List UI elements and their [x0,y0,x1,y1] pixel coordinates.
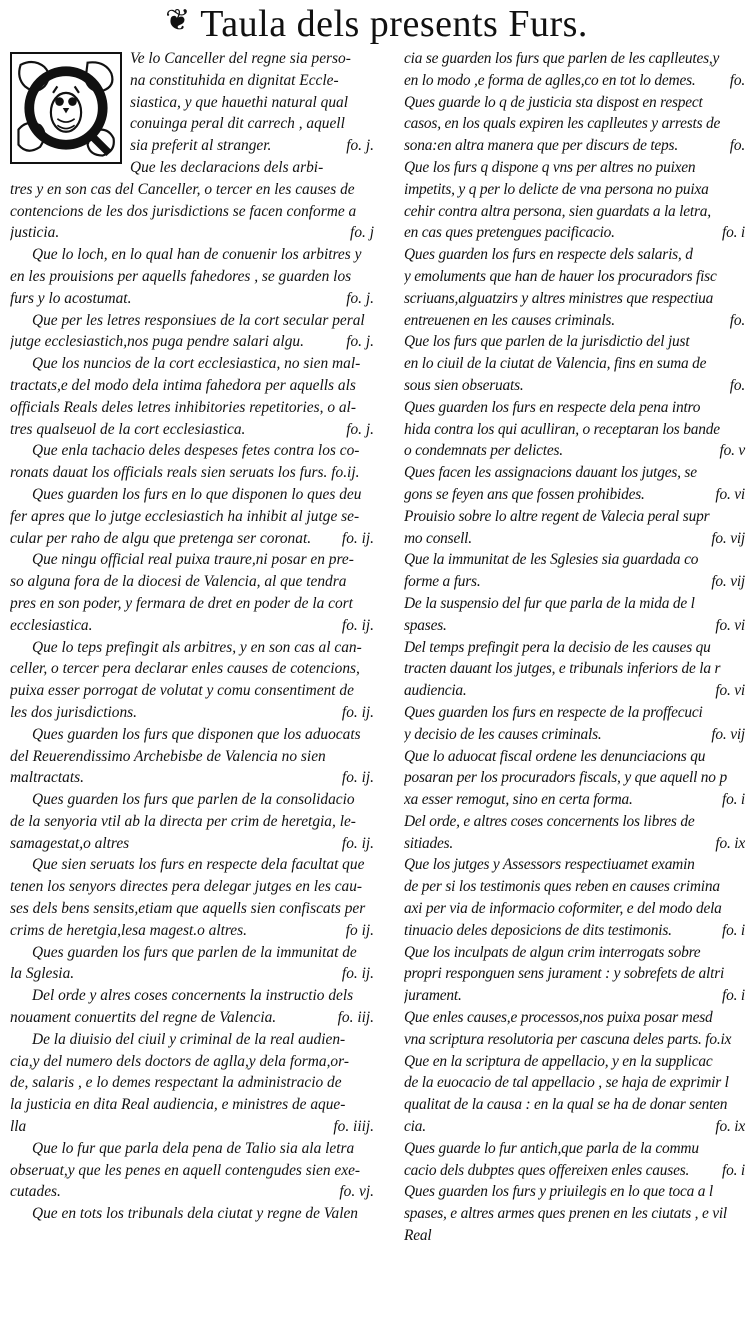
index-entry-line [10,985,382,1007]
entry-text: les dos jurisdictions. [10,703,137,721]
entry-text: Que los furs q dispone q vns per altres no puixen [404,158,696,176]
index-entry-line [10,397,382,419]
entry-text: Ques guarden los furs y priuilegis en lo que toca a l [404,1183,714,1201]
entry-text: y emoluments que han de hauer los procuradors fisc [404,267,717,285]
page-title: Taula dels presents Furs. [200,3,588,45]
folio-reference: fo. i [722,224,745,242]
index-entry-line [404,1160,753,1182]
entry-text: la Sglesia. [10,965,75,983]
entry-text: tres qualseuol de la cort ecclesiastica. [10,420,246,438]
folio-reference: fo. ij. [341,834,374,852]
entry-text: cia. [404,1118,426,1136]
index-entry-line [10,1072,382,1094]
index-entry-line [10,833,382,855]
index-entry-line [10,222,382,244]
entry-text: celler, o tercer pera declarar enles causes de cotencions, [10,660,360,678]
index-entry-line [404,1072,753,1094]
entry-text: en cas ques pretengues pacificacio. [404,224,615,242]
index-entry-line [404,593,753,615]
index-entry-line [404,506,753,528]
folio-reference: fo. ij. [341,703,374,721]
entry-text: en lo modo ,e forma de aglles,co en tot lo demes. [404,71,696,89]
entry-text: spases. [404,616,447,634]
index-entry-line [10,876,382,898]
entry-text: justicia. [10,224,60,242]
entry-text: Ques guarden los furs en respecte dela pena intro [404,398,701,416]
index-entry-line [10,637,382,659]
index-entry-line [404,113,753,135]
entry-text: na constituhida en dignitat Eccle- [130,71,339,89]
index-entry-line [10,1116,382,1138]
index-entry-line [10,1138,382,1160]
folio-reference: fo. ij. [341,529,374,547]
entry-text: de per si los testimonis ques reben en causes crimina [404,878,720,896]
index-entry-line [404,92,753,114]
index-entry-line [10,702,382,724]
entry-text: Ques guarden los furs en respecte de la proffecuci [404,703,703,721]
index-entry-line [10,201,382,223]
entry-text: sona:en altra manera que per discurs de teps. [404,137,678,155]
index-entry-line [404,48,753,70]
index-entry-line [10,1094,382,1116]
entry-text: Que per les letres responsiues de la cort secular peral [32,311,365,329]
entry-text: audiencia. [404,682,467,700]
index-entry-line [10,1007,382,1029]
index-entry-line [404,963,753,985]
entry-text: sia preferit al stranger. [130,137,272,155]
index-entry-line [404,222,753,244]
index-entry-line [10,680,382,702]
folio-reference: fo. ij. [341,769,374,787]
fleuron-ornament-icon: ❦ [165,3,191,37]
folio-reference: fo. vi [715,682,745,700]
index-entry-line [404,440,753,462]
entry-text: samagestat,o altres [10,834,130,852]
entry-text: Prouisio sobre lo altre regent de Valecia peral supr [404,507,710,525]
entry-text: Que los jutges y Assessors respectiuamet examin [404,856,695,874]
folio-reference: fo. j. [346,137,374,155]
index-entry-line [404,680,753,702]
entry-text: conuinga peral dit carrech , aquell [130,115,345,133]
entry-text: tractats,e del modo dela intima fahedora per aquells als [10,376,356,394]
right-column [404,48,753,1247]
entry-text: spases, e altres armes ques prenen en les ciutats , e vil [404,1205,728,1223]
entry-text: officials Reals deles letres inhibitories repetitories, o al- [10,398,356,416]
index-entry-line [10,1181,382,1203]
folio-reference: fo. i [722,987,745,1005]
entry-text: Que enla tachacio deles despeses fetes contra los co- [32,442,360,460]
entry-text: Ve lo Canceller del regne sia perso- [130,50,351,67]
folio-reference: fo. vij [711,725,745,743]
entry-text: cacio dels dubptes ques offereixen enles causes. [404,1161,690,1179]
folio-reference: fo. ij. [341,965,374,983]
entry-text: Ques guarde lo q de justicia sta dispost en respect [404,93,703,111]
entry-text: Que lo aduocat fiscal ordene les denunciacions qu [404,747,706,765]
index-entry-line [404,615,753,637]
entry-text: contencions de les dos jurisdictions se facen conforme a [10,202,357,220]
entry-text: casos, en los quals expiren les caplleutes y arrests de [404,115,721,133]
entry-text: Que lo teps prefingit als arbitres, y en son cas al can- [32,638,362,656]
entry-text: nouament conuertits del regne de Valencia. [10,1009,277,1027]
entry-text: sous sien obseruats. [404,376,524,394]
folio-reference: fo. vij [711,573,745,591]
entry-text: Que sien seruats los furs en respecte dela facultat que [32,856,365,874]
index-entry-line [10,898,382,920]
index-entry-line [10,353,382,375]
entry-text: puixa esser porrogat de volutat y comu consentiment de [10,682,354,700]
index-entry-line [10,724,382,746]
decorated-initial-q-icon [10,52,122,164]
index-entry-line [404,135,753,157]
index-entry-line [10,484,382,506]
entry-text: Que ningu official real puixa traure,ni posar en pre- [32,551,354,569]
index-entry-line [10,462,382,484]
entry-text: Que los inculpats de algun crim interrogats sobre [404,943,701,961]
index-entry-line [10,615,382,637]
entry-text: axi per via de informacio coformiter, e del modo dela [404,900,722,918]
index-entry-line [404,920,753,942]
index-entry-line [404,528,753,550]
index-entry-line [10,266,382,288]
index-entry-line [10,440,382,462]
entry-text: Real [404,1227,432,1245]
index-entry-line [404,898,753,920]
index-entry-line [10,288,382,310]
folio-reference: fo. iiij. [333,1118,374,1136]
entry-text: Que los nuncios de la cort ecclesiastica, no sien mal- [32,355,361,373]
index-entry-line [10,419,382,441]
entry-text: Del orde, e altres coses concernents los libres de [404,812,695,830]
entry-text: Ques guarden los furs en respecte dels salaris, d [404,246,693,264]
index-entry-line [10,375,382,397]
index-entry-line [404,1181,753,1203]
entry-text: Ques guarden los furs en lo que disponen lo ques deu [32,485,362,503]
entry-text: o condemnats per delictes. [404,442,563,460]
index-entry-line [10,506,382,528]
entry-text: en lo ciuil de la ciutat de Valencia, fins en suma de [404,355,707,373]
entry-text: crims de heretgia,lesa magest.o altres. [10,921,247,939]
index-entry-line [404,833,753,855]
entry-text: tinuacio deles deposicions de dits testimonis. [404,921,672,939]
index-entry-line [404,767,753,789]
folio-reference: fo ij. [345,921,374,939]
entry-text: Que los furs que parlen de la jurisdictio del just [404,333,690,351]
index-entry-line [404,985,753,1007]
index-entry-line [10,942,382,964]
entry-text: cia se guarden los furs que parlen de les caplleutes,y [404,50,720,67]
index-entry-line [10,549,382,571]
entry-text: Que lo loch, en lo qual han de conuenir los arbitres y [32,246,362,264]
index-entry-line [404,658,753,680]
entry-text: entreuenen en les causes criminals. [404,311,615,329]
index-entry-line [10,767,382,789]
index-entry-line [404,702,753,724]
index-entry-line [10,528,382,550]
folio-reference: fo. [729,376,745,394]
index-entry-line [404,1007,753,1029]
index-entry-line [404,201,753,223]
entry-text: posaran per los procuradors fiscals, y que aquell no p [404,769,727,787]
entry-text: jutge ecclesiastich,nos puga pendre salari algu. [10,333,304,351]
entry-text: ecclesiastica. [10,616,93,634]
entry-text: obseruat,y que les penes en aquell contengudes sien exe- [10,1161,361,1179]
entry-text: lla [10,1118,27,1136]
entry-text: Ques guarden los furs que parlen de la immunitat de [32,943,357,961]
index-entry-line [404,811,753,833]
folio-reference: fo. j. [346,289,374,307]
entry-text: cutades. [10,1183,61,1201]
entry-text: scriuans,alguatzirs y altres ministres que respectiua [404,289,714,307]
index-entry-line [10,854,382,876]
index-entry-line [404,876,753,898]
entry-text: ronats dauat los officials reals sien seruats los furs. fo.ij. [10,464,360,482]
index-entry-line [404,854,753,876]
entry-text: vna scriptura resolutoria per cascuna deles parts. fo.ix [404,1030,732,1048]
folio-reference: fo. j [350,224,374,242]
index-entry-line [404,746,753,768]
entry-text: xa esser remogut, sino en certa forma. [404,791,633,809]
index-entry-line [404,1116,753,1138]
entry-text: pres en son poder, y fermara de dret en poder de la cort [10,594,353,612]
folio-reference: fo. [729,71,745,89]
entry-text: la justicia en dita Real audiencia, e ministres de aque- [10,1096,346,1114]
index-entry-line [10,1029,382,1051]
index-entry-line [10,963,382,985]
folio-reference: fo. ix [715,1118,745,1136]
entry-text: gons se feyen ans que fossen prohibides. [404,485,645,503]
entry-text: qualitat de la causa : en la qual se ha de donar senten [404,1096,728,1114]
left-column [10,48,382,1225]
folio-reference: fo. v [719,442,745,460]
entry-text: Ques guarden los furs que disponen que los aduocats [32,725,361,743]
folio-reference: fo. j. [346,333,374,351]
folio-reference: fo. ix [715,834,745,852]
entry-text: del Reuerendissimo Archebisbe de Valencia no sien [10,747,326,765]
entry-text: Que lo fur que parla dela pena de Talio sia ala letra [32,1139,355,1157]
index-entry-line [10,571,382,593]
index-entry-line [404,397,753,419]
index-entry-line [10,658,382,680]
entry-text: De la diuisio del ciuil y criminal de la real audien- [32,1030,346,1048]
folio-reference: fo. vj. [339,1183,374,1201]
index-entry-line [404,1225,753,1247]
folio-reference: fo. ij. [341,616,374,634]
entry-text: siastica, y que hauethi natural qual [130,93,349,111]
folio-reference: fo. vij [711,529,745,547]
entry-text: Que enles causes,e processos,nos puixa posar mesd [404,1009,713,1027]
entry-text: Ques guarden los furs que parlen de la consolidacio [32,791,355,809]
index-entry-line [404,462,753,484]
index-entry-line [404,375,753,397]
index-entry-line [10,310,382,332]
index-entry-line [404,353,753,375]
entry-text: Que les declaracions dels arbi- [130,158,324,176]
entry-text: De la suspensio del fur que parla de la mida de l [404,594,695,612]
entry-text: forme a furs. [404,573,481,591]
index-entry-line [10,1051,382,1073]
entry-text: tenen los senyors directes pera delegar jutges en les cau- [10,878,363,896]
entry-text: Del orde y alres coses concernents la instructio dels [32,987,354,1005]
folio-reference: fo. i [722,791,745,809]
entry-text: furs y lo acostumat. [10,289,132,307]
entry-text: so alguna fora de la diocesi de Valencia, al que tendra [10,573,347,591]
entry-text: hida contra los qui aculliran, o receptaran los bande [404,420,720,438]
folio-reference: fo. [729,311,745,329]
index-entry-line [404,1138,753,1160]
entry-text: cia,y del numero dels doctors de aglla,y dela forma,or- [10,1052,349,1070]
index-entry-line [404,157,753,179]
index-entry-line [10,1160,382,1182]
index-entry-line [404,942,753,964]
index-entry-line [404,1029,753,1051]
index-entry-line [404,288,753,310]
folio-reference: fo. j. [346,420,374,438]
page-header [0,2,753,52]
entry-text: Que en tots los tribunals dela ciutat y regne de Valen [32,1205,358,1223]
entry-text: y decisio de les causes criminals. [404,725,602,743]
index-entry-line [404,70,753,92]
folio-reference: fo. i [722,921,745,939]
index-entry-line [404,179,753,201]
entry-text: mo consell. [404,529,472,547]
entry-text: sitiades. [404,834,454,852]
entry-text: Ques facen les assignacions dauant los jutges, se [404,464,697,482]
index-entry-line [10,244,382,266]
entry-text: tracten dauant los jutges, e tribunals inferiors de la r [404,660,721,678]
index-entry-line [10,789,382,811]
entry-text: de la euocacio de tal appellacio , se haja de exprimir l [404,1074,729,1092]
index-entry-line [404,1094,753,1116]
index-entry-line [10,746,382,768]
index-entry-line [10,593,382,615]
index-entry-line [404,484,753,506]
index-entry-line [404,419,753,441]
index-entry-line [404,1203,753,1225]
index-entry-line [404,244,753,266]
folio-reference: fo. [729,137,745,155]
index-entry-line [404,724,753,746]
index-entry-line [10,331,382,353]
folio-reference: fo. i [722,1161,745,1179]
entry-text: de la senyoria vtil ab la directa per crim de heretgia, le- [10,812,356,830]
entry-text: de, salaris , e lo demes respectant la administracio de [10,1074,342,1092]
index-entry-line [10,1203,382,1225]
entry-text: maltractats. [10,769,84,787]
entry-text: ses dels bens sensits,etiam que aquells sien confiscats per [10,900,366,918]
index-entry-line [10,811,382,833]
index-entry-line [404,331,753,353]
entry-text: tres y en son cas del Canceller, o tercer en les causes de [10,180,355,198]
entry-text: Del temps prefingit pera la decisio de les causes qu [404,638,711,656]
index-entry-line [404,637,753,659]
entry-text: impetits, y q per lo delicte de vna persona no puixa [404,180,709,198]
entry-text: fer apres que lo jutge ecclesiastich ha inhibit al jutge se- [10,507,360,525]
index-entry-line [404,266,753,288]
folio-reference: fo. iij. [337,1009,374,1027]
index-entry-line [404,549,753,571]
index-entry-line [404,571,753,593]
index-entry-line [404,1051,753,1073]
entry-text: cular per raho de algu que pretenga ser coronat. [10,529,312,547]
entry-text: Ques guarde lo fur antich,que parla de la commu [404,1139,699,1157]
entry-text: Que la immunitat de les Sglesies sia guardada co [404,551,699,569]
folio-reference: fo. vi [715,616,745,634]
entry-text: cehir contra altra persona, sien guardats a la letra, [404,202,711,220]
entry-text: Que en la scriptura de appellacio, y en la supplicac [404,1052,713,1070]
entry-text: jurament. [404,987,462,1005]
index-entry-line [404,310,753,332]
entry-text: propri responguen sens jurament : y sobrefets de altri [404,965,725,983]
index-entry-line [404,789,753,811]
folio-reference: fo. vi [715,485,745,503]
entry-text: en les prouisions per aquells fahedores , se guarden los [10,267,352,285]
index-entry-line [10,920,382,942]
index-entry-line [10,179,382,201]
